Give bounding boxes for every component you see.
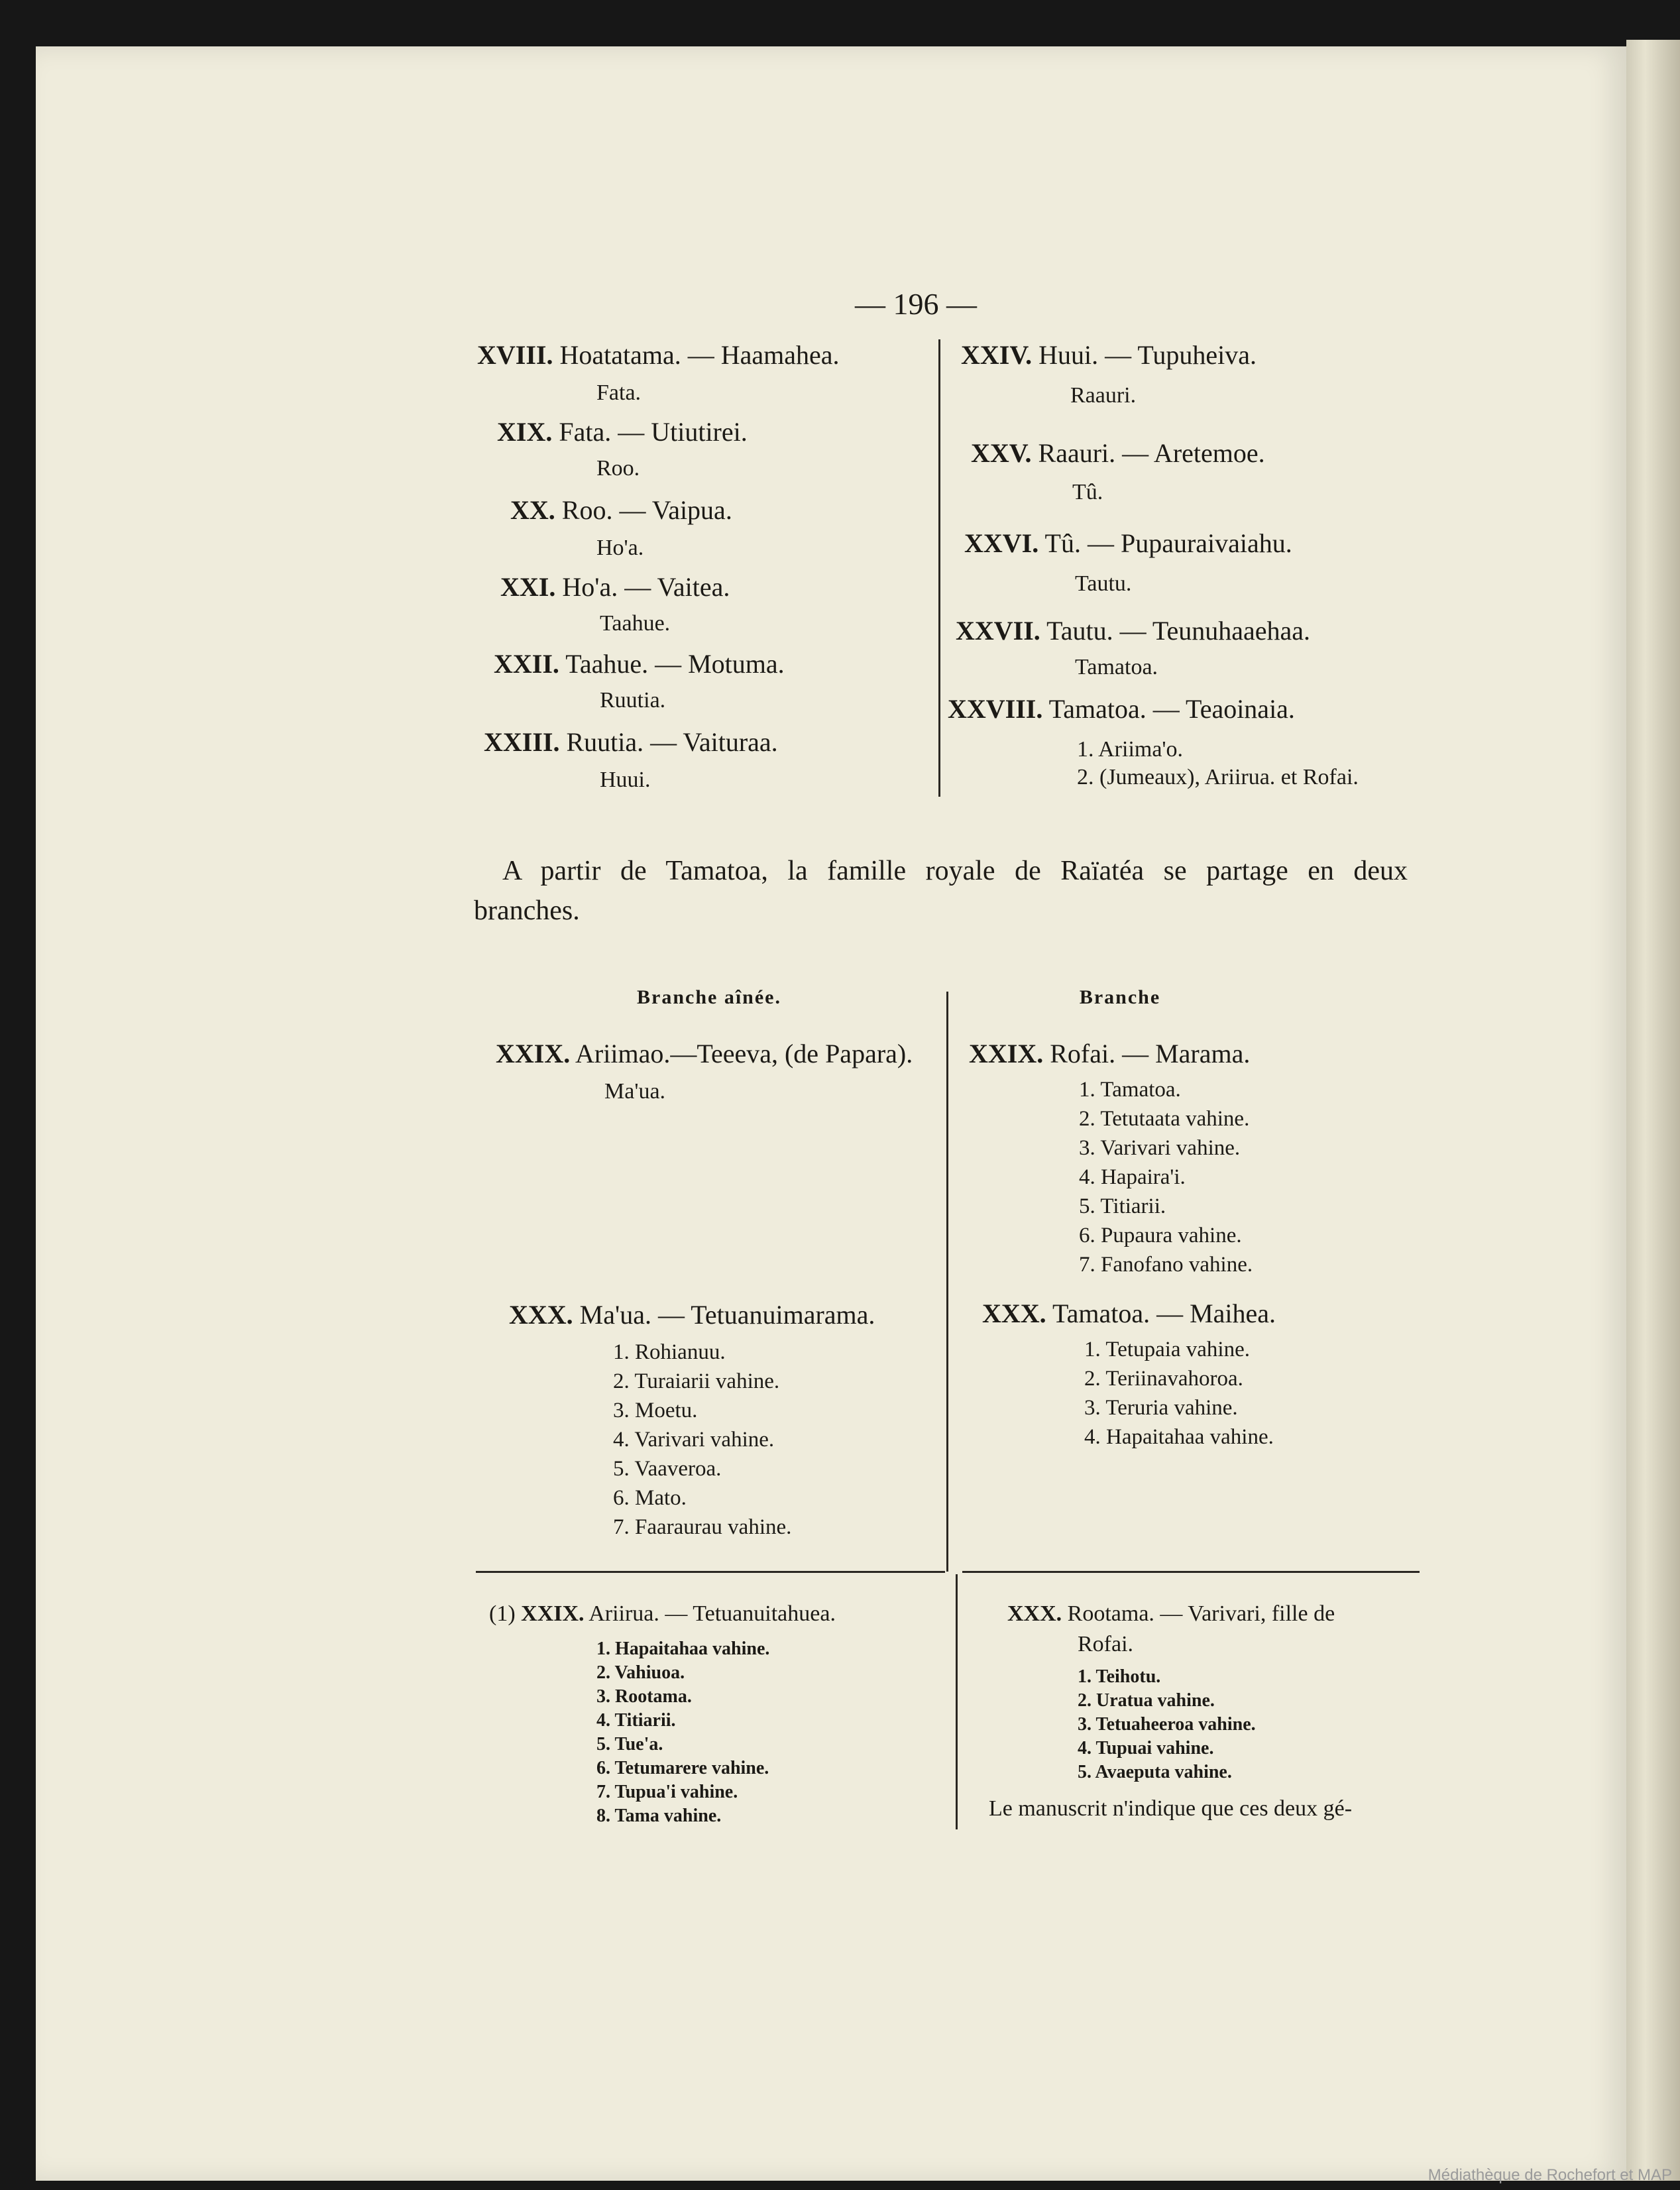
- upper-column-divider: [938, 339, 940, 797]
- branch-left-gen-29: XXIX. Ariimao.—Teeeva, (de Papara).: [496, 1039, 913, 1068]
- branch-right-gen-29-child: 6. Pupaura vahine.: [1079, 1224, 1242, 1247]
- branch-left-gen-30-child: 2. Turaiarii vahine.: [613, 1369, 780, 1393]
- branch-left-gen-30-child: 7. Faaraurau vahine.: [613, 1515, 792, 1539]
- gen-26-child: Tautu.: [1075, 571, 1132, 596]
- footnote-right-child: 4. Tupuai vahine.: [1078, 1738, 1214, 1758]
- library-credit: Médiathèque de Rochefort et MAP: [1428, 2166, 1672, 2184]
- gen-22: XXII. Taahue. — Motuma.: [494, 649, 785, 679]
- footnote-left-child: 1. Hapaitahaa vahine.: [596, 1639, 770, 1659]
- footnote-right-child: 5. Avaeputa vahine.: [1078, 1762, 1232, 1782]
- footnote-right-child: 1. Teihotu.: [1078, 1666, 1161, 1687]
- gen-27: XXVII. Tautu. — Teunuhaaehaa.: [956, 616, 1311, 646]
- next-page-edge: [1626, 40, 1680, 2181]
- footnote-left-child: 8. Tama vahine.: [596, 1806, 722, 1826]
- branch-right-gen-30-child: 3. Teruria vahine.: [1084, 1396, 1238, 1420]
- footnote-right-header: XXX. Rootama. — Varivari, fille de: [1007, 1601, 1335, 1626]
- footnote-left-child: 6. Tetumarere vahine.: [596, 1758, 769, 1778]
- branch-right-gen-30-child: 2. Teriinavahoroa.: [1084, 1367, 1243, 1391]
- gen-21: XXI. Ho'a. — Vaitea.: [500, 572, 730, 602]
- branch-left-gen-30-child: 1. Rohianuu.: [613, 1340, 726, 1364]
- footnote-rule-right: [962, 1571, 1420, 1573]
- gen-25-child: Tû.: [1072, 480, 1103, 504]
- branch-right-gen-29-child: 4. Hapaira'i.: [1079, 1165, 1186, 1189]
- gen-26: XXVI. Tû. — Pupauraivaiahu.: [964, 528, 1292, 558]
- branch-right-gen-30-child: 4. Hapaitahaa vahine.: [1084, 1425, 1274, 1449]
- gen-22-child: Ruutia.: [600, 688, 666, 713]
- branch-right-gen-29-child: 2. Tetutaata vahine.: [1079, 1107, 1250, 1131]
- branch-right-gen-29: XXIX. Rofai. — Marama.: [969, 1039, 1251, 1068]
- footnote-left-child: 5. Tue'a.: [596, 1734, 663, 1755]
- gen-19: XIX. Fata. — Utiutirei.: [497, 417, 748, 447]
- gen-20: XX. Roo. — Vaipua.: [510, 495, 732, 525]
- gen-28: XXVIII. Tamatoa. — Teaoinaia.: [948, 694, 1295, 724]
- gen-27-child: Tamatoa.: [1075, 655, 1158, 679]
- footnote-right-child: 3. Tetuaheeroa vahine.: [1078, 1714, 1256, 1735]
- gen-23-child: Huui.: [600, 768, 651, 792]
- footnote-column-divider: [956, 1574, 958, 1829]
- gen-19-child: Roo.: [596, 456, 640, 481]
- branch-left-gen-30-child: 6. Mato.: [613, 1486, 687, 1510]
- paragraph-line-2: branches.: [474, 895, 580, 926]
- branch-left-gen-29-child: Ma'ua.: [604, 1079, 666, 1104]
- branch-right-gen-29-child: 1. Tamatoa.: [1079, 1078, 1181, 1102]
- branch-right-gen-30: XXX. Tamatoa. — Maihea.: [982, 1298, 1276, 1328]
- gen-25: XXV. Raauri. — Aretemoe.: [971, 438, 1265, 468]
- branch-right-gen-29-child: 3. Varivari vahine.: [1079, 1136, 1241, 1160]
- gen-18: XVIII. Hoatatama. — Haamahea.: [477, 340, 840, 370]
- footnote-right-note: Le manuscrit n'indique que ces deux gé-: [989, 1796, 1353, 1821]
- branch-right-gen-30-child: 1. Tetupaia vahine.: [1084, 1338, 1250, 1361]
- footnote-mark: (1): [489, 1601, 516, 1626]
- branch-left-gen-30-child: 5. Vaaveroa.: [613, 1457, 722, 1481]
- gen-23: XXIII. Ruutia. — Vaituraa.: [484, 727, 778, 757]
- paragraph-line-1: A partir de Tamatoa, la famille royale de Raïatéa se partage en deux: [502, 856, 1408, 886]
- footnote-right-header-cont: Rofai.: [1078, 1632, 1134, 1656]
- branch-right-gen-29-child: 7. Fanofano vahine.: [1079, 1253, 1253, 1277]
- branch-right-gen-29-child: 5. Titiarii.: [1079, 1194, 1166, 1218]
- footnote-left-header: (1) XXIX. Ariirua. — Tetuanuitahuea.: [489, 1601, 836, 1626]
- branch-left-gen-30: XXX. Ma'ua. — Tetuanuimarama.: [509, 1300, 875, 1330]
- branch-right-heading: Branche: [1079, 986, 1161, 1008]
- branch-left-gen-30-child: 3. Moetu.: [613, 1399, 698, 1422]
- gen-21-child: Taahue.: [600, 611, 671, 636]
- footnote-left-child: 7. Tupua'i vahine.: [596, 1782, 738, 1802]
- branch-left-heading: Branche aînée.: [637, 986, 781, 1008]
- gen-24: XXIV. Huui. — Tupuheiva.: [961, 340, 1257, 370]
- footnote-right-child: 2. Uratua vahine.: [1078, 1690, 1215, 1711]
- branch-column-divider: [946, 992, 948, 1572]
- gen-28-child-1: 1. Ariima'o.: [1077, 737, 1184, 762]
- footnote-left-child: 4. Titiarii.: [596, 1710, 676, 1731]
- branch-left-gen-30-child: 4. Varivari vahine.: [613, 1428, 775, 1452]
- footnote-rule-left: [476, 1571, 945, 1573]
- gen-24-child: Raauri.: [1070, 383, 1137, 408]
- footnote-left-child: 2. Vahiuoa.: [596, 1662, 685, 1683]
- gen-18-child: Fata.: [596, 380, 642, 405]
- gen-20-child: Ho'a.: [596, 536, 644, 560]
- page-number: — 196 —: [855, 287, 977, 321]
- footnote-left-child: 3. Rootama.: [596, 1686, 692, 1707]
- gen-28-child-2: 2. (Jumeaux), Ariirua. et Rofai.: [1077, 765, 1359, 789]
